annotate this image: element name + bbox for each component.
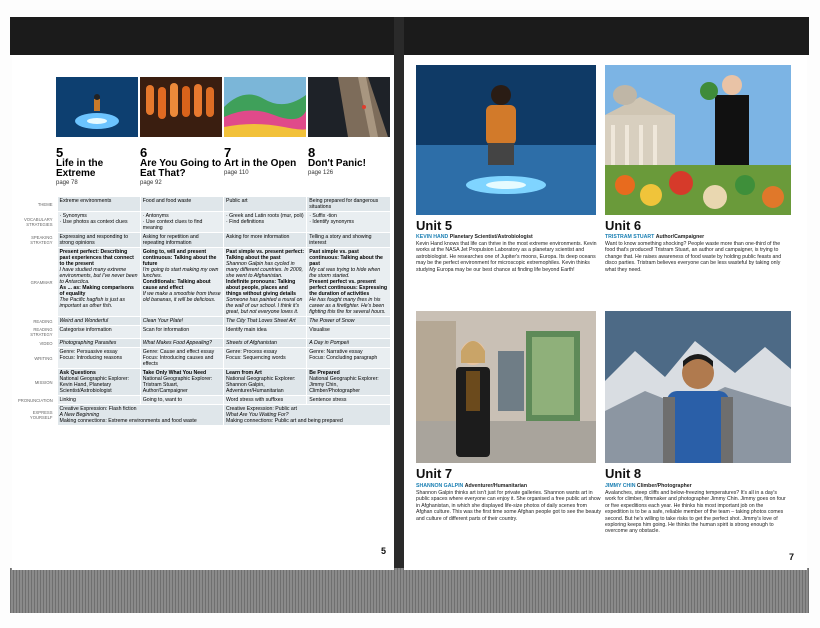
- tristram-stuart-role: Author/Campaigner: [655, 234, 705, 240]
- row-label: WRITING: [16, 348, 57, 369]
- table-cell: [224, 369, 307, 396]
- table-cell: [57, 212, 140, 233]
- cell-line: Take Only What You Need: [142, 370, 207, 376]
- kevin-hand-name: KEVIN HAND: [416, 234, 449, 240]
- cell-line: Visualise: [309, 327, 330, 333]
- row-label: MISSION: [16, 369, 57, 396]
- unit-5-description: Kevin Hand knows that life can thrive in the most extreme environments. Kevin works at the NASA Jet Propulsion Laboratory as a planetary scientist and astrobiologist. He researches one of Jupiter's moons, Europa. Its deep oceans may be the perfect environment for microscopic extremophiles. Kevin thinks studying Europa may be our best chance at finding life beyond Earth!: [416, 241, 597, 273]
- cell-line: · Identify synonyms: [309, 219, 354, 225]
- express-line: Creative Expression: Public art: [226, 406, 297, 412]
- cell-line: Conditionals: Talking about cause and effect: [142, 279, 211, 291]
- unit-5-number: 5: [56, 145, 64, 160]
- cell-line: Genre: Process essay: [226, 349, 278, 355]
- cell-line: Ask Questions: [59, 370, 96, 376]
- unit-header-row: [56, 77, 389, 186]
- unit-6-title-line2: Eat That?: [140, 168, 186, 179]
- cell-line: Be Prepared: [309, 370, 340, 376]
- cell-line: Clean Your Plate!: [142, 318, 184, 324]
- cell-line: Photographing Parasites: [59, 340, 117, 346]
- table-cell: [140, 369, 223, 396]
- table-cell: [224, 212, 307, 233]
- table-row-express: [16, 405, 390, 426]
- unit-5-heading: Unit 5: [416, 218, 453, 233]
- express-line: Making connections: Extreme environments and food waste: [59, 418, 197, 424]
- table-cell: [224, 248, 307, 317]
- shannon-galpin-name: SHANNON GALPIN: [416, 483, 464, 489]
- table-row: [16, 317, 390, 326]
- cell-line: Extreme environments: [59, 198, 112, 204]
- cell-line: Genre: Narrative essay: [309, 349, 363, 355]
- table-cell: [140, 233, 223, 248]
- cell-line: Sentence stress: [309, 397, 347, 403]
- unit-7-page: page 110: [224, 170, 249, 176]
- table-row: [16, 339, 390, 348]
- cell-line: Present perfect: Describing past experiences that connect to the present: [59, 249, 134, 267]
- cell-line: Genre: Cause and effect essay: [142, 349, 215, 355]
- page-number-right: 7: [789, 552, 795, 562]
- cell-line: Indefinite pronouns: Talking about people, places and things without giving details: [226, 279, 297, 297]
- unit-8-number: 8: [308, 145, 316, 160]
- express-line: A New Beginning: [59, 412, 100, 418]
- table-row: [16, 369, 390, 396]
- cell-line: National Geographic Explorer: Tristram Stuart, Author/Campaigner: [142, 376, 213, 394]
- unit-8-explorer: [605, 483, 797, 489]
- cell-line: What Makes Food Appealing?: [142, 340, 213, 346]
- table-cell: [307, 339, 390, 348]
- unit-8-page: page 126: [308, 170, 334, 176]
- express-line: What Are You Waiting For?: [226, 412, 289, 418]
- unit-5-title-line2: Extreme: [56, 168, 96, 179]
- page-number-left: 5: [381, 546, 387, 556]
- scan-top-edge: [10, 17, 809, 55]
- unit-8-title-line1: Don't Panic!: [308, 158, 366, 169]
- cell-line: Going to, want to: [142, 397, 182, 403]
- table-cell: [307, 369, 390, 396]
- cell-line: The City That Loves Street Art: [226, 318, 296, 324]
- express-line: Making connections: Public art and being prepared: [226, 418, 343, 424]
- cell-line: National Geographic Explorer: Jimmy Chin, Climber/Photographer: [309, 376, 379, 394]
- table-cell: [57, 197, 140, 212]
- row-label: VIDEO: [16, 339, 57, 348]
- cell-line: National Geographic Explorer: Shannon Galpin, Adventurer/Humanitarian: [226, 376, 296, 394]
- table-row: [16, 197, 390, 212]
- table-cell: [140, 317, 223, 326]
- unit-7-explorer: [416, 483, 602, 489]
- cell-line: · Find definitions: [226, 219, 265, 225]
- cell-line: · Antonyms: [142, 213, 169, 219]
- unit-6-photo: [140, 77, 222, 137]
- jimmy-chin-photo: [605, 311, 791, 463]
- unit-7-title-line1: Art in the Open: [224, 158, 297, 169]
- cell-line: As ... as: Making comparisons of equality: [59, 285, 134, 297]
- cell-line: I'm going to start making my own lunches.: [142, 267, 219, 279]
- table-cell: [224, 197, 307, 212]
- unit-5-header: [56, 77, 138, 186]
- table-cell: [57, 248, 140, 317]
- express-cell: [57, 405, 224, 426]
- tristram-stuart-photo: [605, 65, 791, 215]
- left-page: [12, 55, 394, 570]
- table-cell: [140, 326, 223, 339]
- row-label: THEME: [16, 197, 57, 212]
- cell-line: Focus: Introducing causes and effects: [142, 355, 214, 367]
- table-row: [16, 348, 390, 369]
- table-cell: [224, 233, 307, 248]
- cell-line: Asking for repetition and repeating information: [142, 234, 199, 246]
- row-label: GRAMMAR: [16, 248, 57, 317]
- cell-line: I have studied many extreme environments, but I've never been to Antarctica.: [59, 267, 138, 285]
- row-label: READING STRATEGY: [16, 326, 57, 339]
- cell-line: Learn from Art: [226, 370, 262, 376]
- table-row: [16, 212, 390, 233]
- table-cell: [140, 339, 223, 348]
- table-row: [16, 248, 390, 317]
- table-cell: [57, 326, 140, 339]
- cell-line: My cat was trying to hide when the storm started.: [309, 267, 381, 279]
- table-cell: [57, 348, 140, 369]
- cell-line: · Use photos as context clues: [59, 219, 128, 225]
- table-cell: [307, 317, 390, 326]
- table-row: [16, 233, 390, 248]
- unit-5-photo: [56, 77, 138, 137]
- table-cell: [57, 233, 140, 248]
- right-page: [404, 55, 807, 570]
- table-cell: [57, 317, 140, 326]
- cell-line: He has fought many fires in his career as a firefighter. He's been fighting this fire for several hours.: [309, 297, 386, 315]
- contents-table: [16, 197, 390, 426]
- cell-line: Focus: Introducing reasons: [59, 355, 123, 361]
- scan-page-edges: [10, 568, 809, 613]
- unit-6-description: Want to know something shocking? People waste more than one-third of the food that's produced! Tristram Stuart, an author and campaigner, is trying to change that. He raises awareness of food waste by holding public feasts and disco parties. Tristram believes everyone can be less wasteful by taking only what they need.: [605, 241, 782, 273]
- shannon-galpin-photo: [416, 311, 596, 463]
- cell-line: Focus: Concluding paragraph: [309, 355, 378, 361]
- kevin-hand-photo: [416, 65, 596, 215]
- cell-line: The Power of Snow: [309, 318, 355, 324]
- cell-line: Asking for more information: [226, 234, 290, 240]
- row-label: PRONUNCIATION: [16, 396, 57, 405]
- unit-6-explorer: [605, 234, 797, 240]
- express-cell: [224, 405, 391, 426]
- table-cell: [224, 326, 307, 339]
- unit-7-photo: [224, 77, 306, 137]
- table-cell: [57, 369, 140, 396]
- cell-line: Public art: [226, 198, 248, 204]
- unit-6-number: 6: [140, 145, 148, 160]
- cell-line: Linking: [59, 397, 76, 403]
- cell-line: Being prepared for dangerous situations: [309, 198, 379, 210]
- cell-line: Past simple vs. present perfect: Talking about the past: [226, 249, 305, 261]
- cell-line: Streets of Afghanistan: [226, 340, 277, 346]
- cell-line: Expressing and responding to strong opinions: [59, 234, 129, 246]
- cell-line: Word stress with suffixes: [226, 397, 284, 403]
- cell-line: Someone has painted a mural on the wall of our school. I think it's great, but not everyone loves it.: [226, 297, 303, 315]
- table-cell: [140, 197, 223, 212]
- table-cell: [224, 339, 307, 348]
- jimmy-chin-role: Climber/Photographer: [636, 483, 692, 489]
- cell-line: Going to, will and present continuous: Talking about the future: [142, 249, 217, 267]
- cell-line: Scan for information: [142, 327, 190, 333]
- cell-line: The Pacific hagfish is just as important as other fish.: [59, 297, 125, 309]
- table-row: [16, 396, 390, 405]
- table-cell: [140, 348, 223, 369]
- express-line: Creative Expression: Flash fiction: [59, 406, 137, 412]
- book-gutter: [394, 17, 404, 613]
- table-cell: [307, 212, 390, 233]
- unit-7-description: Shannon Galpin thinks art isn't just for private galleries. Shannon wants art in public spaces where everyone can enjoy it. She organised a free public art show in Afghanistan, in which she displayed life-size photos of daily scenes from Afghan culture. This was the first time some Afghan people got to see the beauty and culture of different parts of their country.: [416, 490, 602, 522]
- unit-6-title-line1: Are You Going to: [140, 158, 222, 169]
- cell-line: Identify main idea: [226, 327, 267, 333]
- shannon-galpin-role: Adventurer/Humanitarian: [464, 483, 527, 489]
- table-cell: [307, 248, 390, 317]
- unit-8-heading: Unit 8: [605, 466, 642, 481]
- cell-line: Genre: Persuasive essay: [59, 349, 118, 355]
- row-label: EXPRESS YOURSELF: [16, 405, 57, 426]
- unit-8-photo: [308, 77, 390, 137]
- cell-line: · Use context clues to find meaning: [142, 219, 203, 231]
- table-cell: [140, 396, 223, 405]
- table-cell: [57, 396, 140, 405]
- cell-line: Telling a story and showing interest: [309, 234, 372, 246]
- unit-7-header: [224, 77, 306, 186]
- cell-line: A Day in Pompeii: [309, 340, 349, 346]
- cell-line: Past simple vs. past continuous: Talking about the past: [309, 249, 383, 267]
- unit-5-page: page 78: [56, 180, 78, 186]
- jimmy-chin-name: JIMMY CHIN: [605, 483, 636, 489]
- unit-7-number: 7: [224, 145, 232, 160]
- unit-6-header: [140, 77, 222, 186]
- unit-6-heading: Unit 6: [605, 218, 642, 233]
- unit-8-header: [308, 77, 390, 186]
- cell-line: Categorise information: [59, 327, 112, 333]
- cell-line: Weird and Wonderful: [59, 318, 109, 324]
- cell-line: If we make a smoothie from these old bananas, it will be delicious.: [142, 291, 221, 303]
- cell-line: · Synonyms: [59, 213, 87, 219]
- row-label: VOCABULARY STRATEGIES: [16, 212, 57, 233]
- unit-5-explorer: [416, 234, 602, 240]
- unit-8-description: Avalanches, steep cliffs and below-freezing temperatures? It's all in a day's work for climber, filmmaker and photographer Jimmy Chin. Jimmy goes on four or five expeditions each year. He thinks his most important job on the expedition is to be a safe, reliable member of the team – taking photos comes second. But he's willing to take risks to get the perfect shot. Jimmy's love of exploring keeps him going. He thinks the human spirit is strong enough to overcome any obstacle.: [605, 490, 786, 535]
- cell-line: · Greek and Latin roots (mur, poli): [226, 213, 304, 219]
- unit-5-title-line1: Life in the: [56, 158, 104, 169]
- table-cell: [307, 197, 390, 212]
- cell-line: Food and food waste: [142, 198, 192, 204]
- tristram-stuart-name: TRISTRAM STUART: [605, 234, 655, 240]
- cell-line: Shannon Galpin has cycled in many different countries. In 2009, she went to Afghanistan.: [226, 261, 303, 279]
- cell-line: Focus: Sequencing words: [226, 355, 286, 361]
- cell-line: Present perfect vs. present perfect continuous: Expressing the duration of activities: [309, 279, 388, 297]
- table-cell: [224, 396, 307, 405]
- table-cell: [307, 396, 390, 405]
- kevin-hand-role: Planetary Scientist/Astrobiologist: [449, 234, 533, 240]
- table-row: [16, 326, 390, 339]
- row-label: SPEAKING STRATEGY: [16, 233, 57, 248]
- table-cell: [307, 326, 390, 339]
- cell-line: National Geographic Explorer: Kevin Hand, Planetary Scientist/Astrobiologist: [59, 376, 129, 394]
- cell-line: · Suffix -tion: [309, 213, 337, 219]
- table-cell: [57, 339, 140, 348]
- table-cell: [140, 212, 223, 233]
- table-cell: [224, 348, 307, 369]
- unit-7-heading: Unit 7: [416, 466, 453, 481]
- table-cell: [307, 233, 390, 248]
- row-label: READING: [16, 317, 57, 326]
- table-cell: [224, 317, 307, 326]
- table-cell: [140, 248, 223, 317]
- table-cell: [307, 348, 390, 369]
- unit-6-page: page 92: [140, 180, 162, 186]
